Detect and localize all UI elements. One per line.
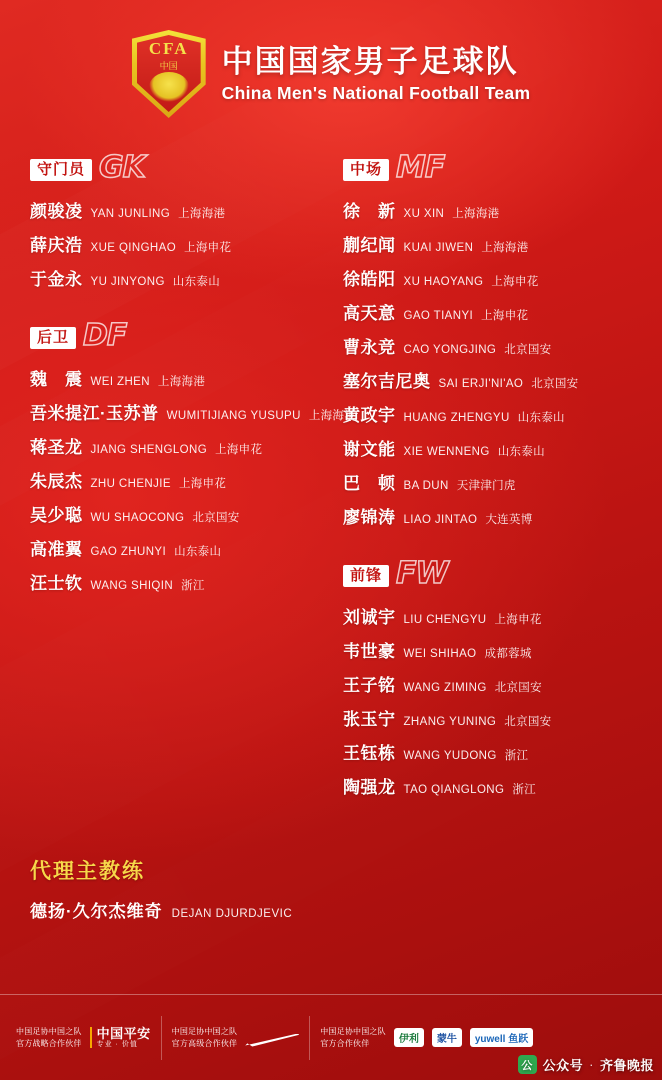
player-club: 北京国安 [504,344,552,356]
pingan-sub: 专业 · 价值 [96,1040,138,1048]
section-df [30,318,357,594]
player-name-cn: 高天意 [343,304,396,323]
player-name-en: BA DUN [403,480,449,492]
player-name-en: WANG YUDONG [403,750,497,762]
player-club: 山东泰山 [497,446,545,458]
list-item [343,367,636,392]
section-label-en: MF [396,150,445,185]
player-club: 上海申花 [215,444,263,456]
yili-name: 伊利 [394,1028,424,1047]
yili-logo-icon [394,1028,424,1047]
player-name-cn: 颜骏凌 [30,202,83,221]
list-item [343,401,636,426]
player-name-en: YAN JUNLING [90,208,171,220]
watermark [518,1055,654,1074]
section-label-en: GK [99,150,145,185]
player-club: 上海海港 [178,208,226,220]
player-club: 北京国安 [504,716,552,728]
player-name-cn: 刘诚宇 [343,608,396,627]
player-name-en: XIE WENNENG [403,446,490,458]
player-club: 北京国安 [494,682,542,694]
player-name-en: GAO TIANYI [403,310,474,322]
roster-column-left [30,150,357,832]
list-item [30,265,333,290]
player-club: 大连英博 [485,514,533,526]
list-item [343,671,636,696]
sponsor-label-line1: 中国足协中国之队 [171,1026,238,1036]
player-club: 上海申花 [178,478,227,490]
list-item [343,435,636,460]
section-mf [343,150,636,528]
player-name-cn: 汪士钦 [30,574,83,593]
list-item [343,231,636,256]
player-name-cn: 魏 震 [30,370,83,389]
player-name-cn: 韦世豪 [343,642,396,661]
player-club: 上海海港 [308,410,357,422]
footer-divider [309,1016,310,1060]
player-name-cn: 徐皓阳 [343,270,396,289]
player-name-cn: 谢文能 [343,440,396,459]
title-block [222,44,531,105]
footer-divider [161,1016,162,1060]
section-label-cn: 中场 [343,159,389,181]
list-item [30,433,333,458]
player-club: 浙江 [504,750,529,762]
player-club: 成都蓉城 [484,648,532,660]
player-name-cn: 高准翼 [30,540,83,559]
player-name-cn: 王钰栋 [343,744,396,763]
player-name-cn: 蒋圣龙 [30,438,83,457]
list-item [343,333,636,358]
section-header [30,318,333,353]
list-item [343,739,636,764]
sponsor-label-line2: 官方高级合作伙伴 [171,1038,238,1048]
sponsor-label [320,1026,386,1049]
watermark-prefix: 公众号 [542,1058,584,1073]
player-club: 北京国安 [531,378,579,390]
player-name-cn: 张玉宁 [343,710,396,729]
list-item [30,569,333,594]
player-club: 北京国安 [192,512,240,524]
player-name-en: HUANG ZHENGYU [403,412,510,424]
player-name-cn: 廖锦涛 [343,508,396,527]
player-name-en: GAO ZHUNYI [90,546,167,558]
sponsor-nike [172,1026,300,1049]
player-name-en: LIU CHENGYU [403,614,487,626]
coach-block [30,855,292,922]
player-name-en: KUAI JIWEN [403,242,474,254]
list-item [343,637,636,662]
player-name-en: XU HAOYANG [403,276,484,288]
section-label-cn: 前锋 [343,565,389,587]
pingan-name: 中国平安 [96,1025,151,1041]
player-name-cn: 蒯纪闻 [343,236,396,255]
dragon-icon [149,72,189,102]
player-club: 上海海港 [452,208,500,220]
list-item [343,265,636,290]
section-header [343,556,636,591]
roster-columns [0,118,662,832]
player-name-en: ZHANG YUNING [403,716,497,728]
player-club: 山东泰山 [172,276,220,288]
player-name-en: LIAO JINTAO [403,514,478,526]
player-name-cn: 王子铭 [343,676,396,695]
sponsor-label [16,1026,82,1049]
wechat-badge-icon: 公 [518,1055,537,1074]
mengniu-name: 蒙牛 [432,1028,462,1047]
player-club: 上海申花 [494,614,542,626]
mengniu-logo-icon [432,1028,462,1047]
list-item [343,299,636,324]
section-header [343,150,636,185]
watermark-name: 齐鲁晚报 [599,1058,654,1073]
player-name-en: ZHU CHENJIE [90,478,171,490]
crest-cn-text: 中国 [159,61,178,71]
list-item [30,399,357,424]
coach-title: 代理主教练 [30,860,145,883]
player-club: 浙江 [181,580,205,592]
player-club: 天津津门虎 [456,480,516,492]
player-name-cn: 曹永竞 [343,338,396,357]
list-item [343,603,636,628]
player-name-en: TAO QIANGLONG [403,784,505,796]
player-name-cn: 塞尔吉尼奥 [343,372,431,391]
section-label-en: DF [83,318,127,353]
list-item [30,365,333,390]
player-name-cn: 巴 顿 [343,474,396,493]
coach-name-cn: 德扬·久尔杰维奇 [30,902,163,921]
list-item [30,535,333,560]
list-item [343,773,636,798]
player-name-en: XUE QINGHAO [90,242,177,254]
roster-column-right [343,150,636,832]
player-name-cn: 陶强龙 [343,778,396,797]
yuwell-name: yuwell 鱼跃 [470,1028,533,1047]
page-title-en: China Men's National Football Team [221,83,531,104]
section-fw [343,556,636,798]
sponsor-label-line1: 中国足协中国之队 [16,1026,82,1036]
page-title-cn: 中国国家男子足球队 [221,43,519,79]
list-item [343,705,636,730]
player-name-en: WUMITIJIANG YUSUPU [166,410,301,422]
player-club: 山东泰山 [517,412,565,424]
list-item [343,469,636,494]
player-name-en: XU XIN [403,208,445,220]
player-name-cn: 朱辰杰 [30,472,83,491]
player-name-cn: 薛庆浩 [30,236,83,255]
list-item [343,197,636,222]
section-label-cn: 守门员 [30,159,92,181]
player-name-en: WEI SHIHAO [403,648,477,660]
player-name-en: WANG ZIMING [403,682,487,694]
player-club: 上海海港 [157,376,206,388]
nike-swoosh-icon [245,1028,299,1048]
player-club: 浙江 [512,784,536,796]
player-name-cn: 吴少聪 [30,506,83,525]
player-club: 上海申花 [491,276,539,288]
section-gk [30,150,333,290]
sponsor-label-line2: 官方合作伙伴 [320,1038,370,1048]
player-name-en: SAI ERJI'NI'AO [438,378,524,390]
player-name-en: WANG SHIQIN [90,580,174,592]
list-item [30,197,333,222]
crest-cfa-text: CFA [148,39,189,58]
list-item [30,467,333,492]
section-label-cn: 后卫 [30,327,76,349]
player-name-en: JIANG SHENGLONG [90,444,208,456]
sponsor-label-line2: 官方战略合作伙伴 [16,1038,82,1048]
sponsor-footer [0,994,662,1080]
player-club: 山东泰山 [174,546,222,558]
list-item [343,503,636,528]
coach-name-en: DEJAN DJURDJEVIC [171,908,293,920]
section-header [30,150,333,185]
player-name-en: CAO YONGJING [403,344,497,356]
player-name-cn: 黄政宇 [343,406,396,425]
list-item [30,231,333,256]
poster-header [0,0,662,118]
sponsor-label [172,1026,238,1049]
player-name-cn: 徐 新 [343,202,396,221]
sponsor-pingan [16,1026,151,1049]
player-club: 上海申花 [184,242,232,254]
player-name-en: YU JINYONG [90,276,165,288]
player-name-en: WU SHAOCONG [90,512,185,524]
list-item [30,501,333,526]
player-club: 上海申花 [481,310,529,322]
player-name-cn: 吾米提江·玉苏普 [30,404,159,423]
cfa-crest-icon [132,30,206,118]
pingan-logo-icon [90,1027,151,1049]
yuwell-logo-icon [470,1028,533,1047]
player-club: 上海海港 [481,242,529,254]
player-name-en: WEI ZHEN [90,376,150,388]
sponsor-partners [320,1026,533,1049]
section-label-en: FW [396,556,448,591]
player-name-cn: 于金永 [30,270,83,289]
watermark-separator: · [589,1057,594,1072]
coach-row [30,897,292,922]
sponsor-label-line1: 中国足协中国之队 [320,1026,386,1036]
